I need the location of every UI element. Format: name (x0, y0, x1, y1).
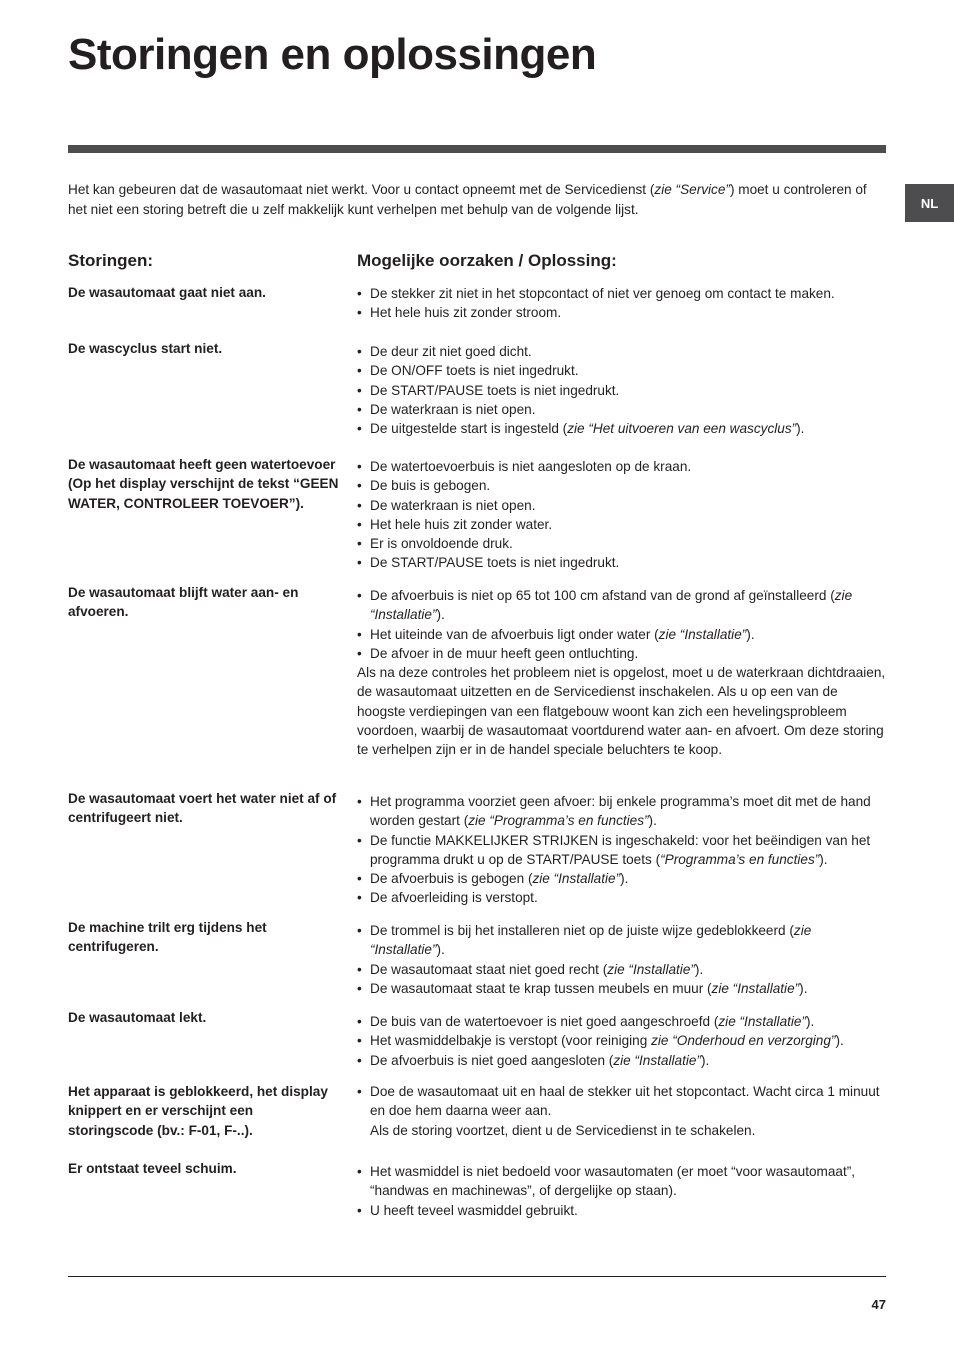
causes-list (357, 586, 887, 760)
cause-item: • Doe de wasautomaat uit en haal de stekker uit het stopcontact. Wacht circa 1 minuut en doe hem daarna weer aan. (357, 1082, 887, 1121)
cause-note: Als de storing voortzet, dient u de Servicedienst in te schakelen. (370, 1122, 756, 1138)
cause-item: • De watertoevoerbuis is niet aangesloten op de kraan. (357, 457, 887, 476)
cause-item: • De afvoer in de muur heeft geen ontluchting. (357, 644, 887, 663)
cause-item: • Het hele huis zit zonder water. (357, 515, 887, 534)
causes-list (357, 284, 887, 323)
cause-item: • U heeft teveel wasmiddel gebruikt. (357, 1201, 887, 1220)
cause-item: • De wasautomaat staat te krap tussen meubels en muur (zie “Installatie”). (357, 979, 887, 998)
cause-item: • Het wasmiddel is niet bedoeld voor wasautomaten (er moet “voor wasautomaat”, “handwas en machinewas”, of dergelijke op staan). (357, 1162, 887, 1201)
symptom-label: De wasautomaat blijft water aan- en afvoeren. (68, 585, 299, 620)
causes-list (357, 1162, 887, 1220)
cause-item: • De uitgestelde start is ingesteld (zie “Het uitvoeren van een wascyclus”). (357, 419, 887, 438)
cause-note: Als na deze controles het probleem niet is opgelost, moet u de waterkraan dichtdraaien, de wasautomaat uitzetten en de Servicedienst inschakelen. Als u op een van de hoogste verdiepingen van een flatgebouw woont kan zich een hevelingsprobleem voordoen, waarbij de wasautomaat voortdurend water aan- en afvoert. Om deze storing te verhelpen zijn er in de handel speciale beluchters te koop. (357, 665, 886, 758)
cause-item: • De functie MAKKELIJKER STRIJKEN is ingeschakeld: voor het beëindigen van het programma drukt u op de START/PAUSE toets (“Programma’s en functies”). (357, 831, 887, 870)
cause-item: • Er is onvoldoende druk. (357, 534, 887, 553)
symptoms-heading: Storingen: (68, 251, 153, 270)
symptom-label: De wasautomaat lekt. (68, 1010, 207, 1025)
cause-item: • De afvoerbuis is gebogen (zie “Installatie”). (357, 869, 887, 888)
cause-item: • Het uiteinde van de afvoerbuis ligt onder water (zie “Installatie”). (357, 625, 887, 644)
symptom-label: Het apparaat is geblokkeerd, het display knippert en er verschijnt een storingscode (bv.: F-01, F-..). (68, 1084, 328, 1138)
intro-text: Het kan gebeuren dat de wasautomaat niet werkt. Voor u contact opneemt met de Servicedienst (zie “Service”) moet u controleren of het niet een storing betreft die u zelf makkelijk kunt verhelpen met behulp van de volgende lijst. (68, 182, 867, 217)
cause-item: • De wasautomaat staat niet goed recht (zie “Installatie”). (357, 960, 887, 979)
cause-item: • De START/PAUSE toets is niet ingedrukt. (357, 381, 887, 400)
symptom-label: De wasautomaat heeft geen watertoevoer (Op het display verschijnt de tekst “GEEN WATER, CONTROLEER TOEVOER”). (68, 457, 339, 511)
cause-item: • De afvoerbuis is niet op 65 tot 100 cm afstand van de grond af geïnstalleerd (zie “Installatie”). (357, 586, 887, 625)
language-tab: NL (905, 184, 954, 222)
footer-rule (68, 1276, 886, 1277)
page-number: 47 (871, 1297, 886, 1312)
cause-item: • De deur zit niet goed dicht. (357, 342, 887, 361)
causes-list (357, 792, 887, 908)
causes-list (357, 1082, 887, 1140)
cause-item: • Het wasmiddelbakje is verstopt (voor reiniging zie “Onderhoud en verzorging”). (357, 1031, 887, 1050)
cause-item: • Het hele huis zit zonder stroom. (357, 303, 887, 322)
symptom-label: De wasautomaat gaat niet aan. (68, 285, 266, 300)
causes-list (357, 342, 887, 438)
cause-item: • De ON/OFF toets is niet ingedrukt. (357, 361, 887, 380)
cause-item: • De waterkraan is niet open. (357, 400, 887, 419)
symptom-label: Er ontstaat teveel schuim. (68, 1161, 237, 1176)
causes-heading: Mogelijke oorzaken / Oplossing: (357, 251, 617, 270)
cause-item: • De buis is gebogen. (357, 476, 887, 495)
cause-item: • De trommel is bij het installeren niet op de juiste wijze gedeblokkeerd (zie “Installatie”). (357, 921, 887, 960)
symptom-label: De machine trilt erg tijdens het centrifugeren. (68, 920, 267, 955)
cause-item: • De buis van de watertoevoer is niet goed aangeschroefd (zie “Installatie”). (357, 1012, 887, 1031)
cause-item: • De stekker zit niet in het stopcontact of niet ver genoeg om contact te maken. (357, 284, 887, 303)
causes-list (357, 1012, 887, 1070)
symptom-label: De wasautomaat voert het water niet af of centrifugeert niet. (68, 791, 337, 826)
causes-list (357, 457, 887, 573)
symptom-label: De wascyclus start niet. (68, 341, 223, 356)
cause-item: • De afvoerleiding is verstopt. (357, 888, 887, 907)
cause-item: • Het programma voorziet geen afvoer: bij enkele programma’s moet dit met de hand worden gestart (zie “Programma’s en functies”). (357, 792, 887, 831)
causes-list (357, 921, 887, 998)
cause-item: • De START/PAUSE toets is niet ingedrukt. (357, 553, 887, 572)
page-title: Storingen en oplossingen (68, 30, 597, 79)
cause-item: • De afvoerbuis is niet goed aangesloten (zie “Installatie”). (357, 1051, 887, 1070)
header-rule (68, 145, 886, 153)
cause-item: • De waterkraan is niet open. (357, 496, 887, 515)
